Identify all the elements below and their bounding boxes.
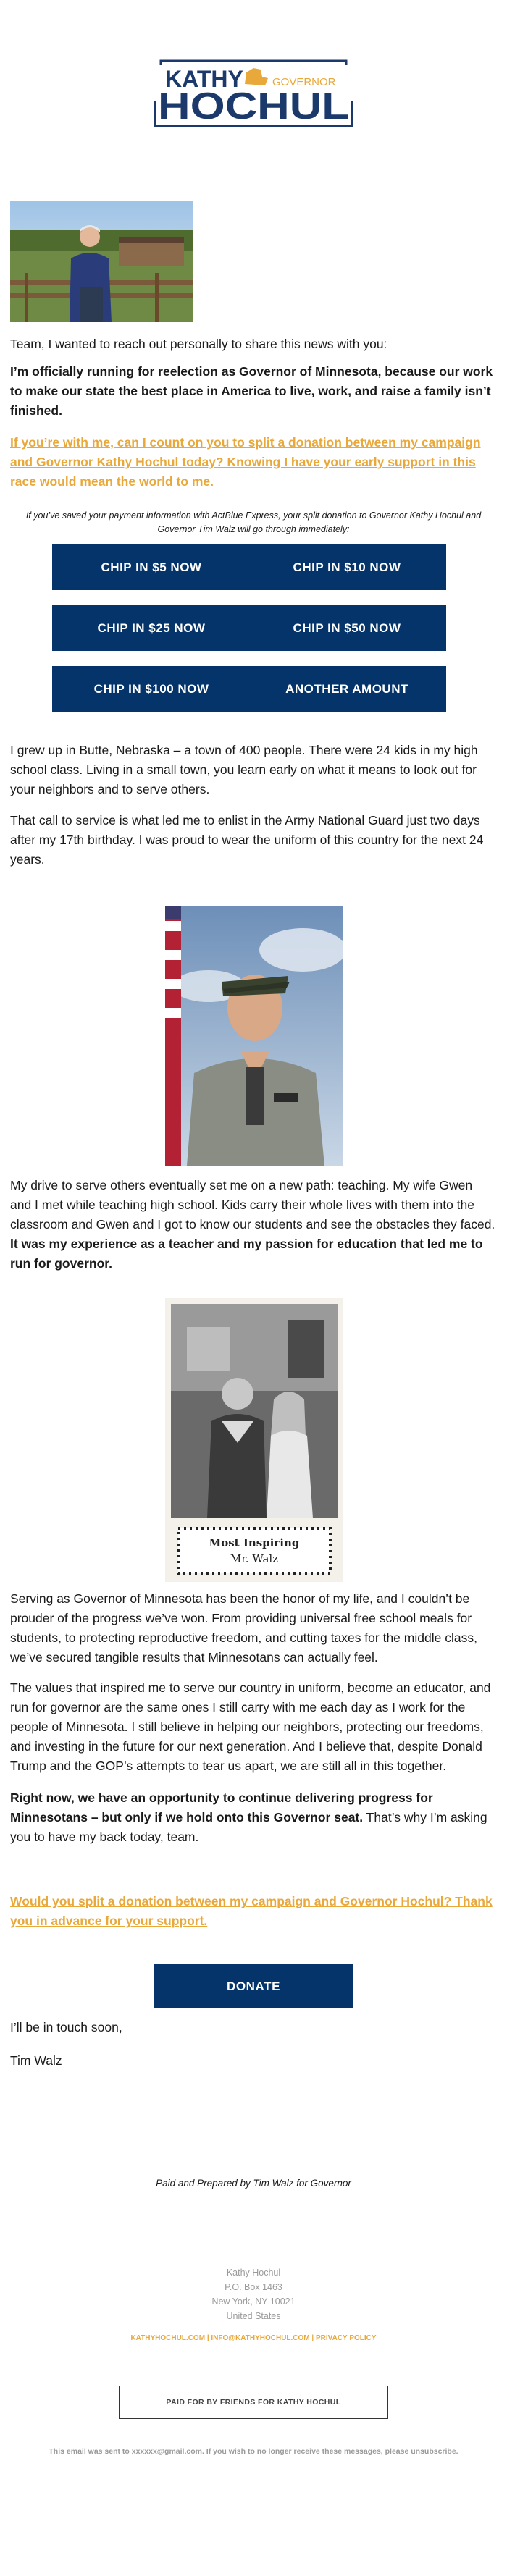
greeting-text: Team, I wanted to reach out personally to share this news with you: xyxy=(10,337,387,351)
closing-text: I’ll be in touch soon, xyxy=(10,2020,122,2034)
link-separator: | xyxy=(206,2334,209,2342)
now-text: That’s why I’m asking you to have my back today, team. xyxy=(10,1810,487,1844)
yearbook-photo xyxy=(165,1298,343,1582)
signature-text: Tim Walz xyxy=(10,2053,62,2068)
values-paragraph: The values that inspired me to serve our country in uniform, become an educator, and run for governor are the same ones I still carry with me each day as I work for the people of Minnesota. I still believe in helping our neighbors, protecting our freedoms, and investing in the future for our next generation. And I believe that, despite Donald Trump and the GOP’s attempts to tear us apart, we are still all in this together. xyxy=(10,1680,491,1773)
soldier-portrait-photo xyxy=(165,906,343,1166)
footer-addr-box: P.O. Box 1463 xyxy=(225,2282,282,2292)
split-donation-link[interactable]: If you’re with me, can I count on you to split a donation between my campaign and Governor Kathy Hochul today? Knowing I have your early support in this race would mean the world to me. xyxy=(10,435,481,489)
yearbook-caption-bottom: Mr. Walz xyxy=(230,1552,279,1565)
chip-in-50-button[interactable]: CHIP IN $50 NOW xyxy=(248,605,446,651)
teaching-bold-text: It was my experience as a teacher and my passion for education that led me to run for governor. xyxy=(10,1237,483,1271)
honor-paragraph: Serving as Governor of Minnesota has been the honor of my life, and I couldn’t be prouder of the progress we’ve won. From providing universal free school meals for students, to protecting reproductive freedom, and cutting taxes for the middle class, we’ve secured tangible results that Minnesotans can actually feel. xyxy=(10,1591,477,1664)
paid-for-box: PAID FOR BY FRIENDS FOR KATHY HOCHUL xyxy=(119,2386,388,2419)
butte-paragraph: I grew up in Butte, Nebraska – a town of 400 people. There were 24 kids in my high school class. Living in a small town, you learn early on what it means to look out for your neighbors and to serve others. xyxy=(10,743,478,796)
site-link[interactable]: KATHYHOCHUL.COM xyxy=(130,2334,206,2342)
teaching-paragraph xyxy=(10,1176,497,1274)
chip-in-25-button[interactable]: CHIP IN $25 NOW xyxy=(52,605,251,651)
national-guard-paragraph: That call to service is what led me to enlist in the Army National Guard just two days after my 17th birthday. I was proud to wear the uniform of this country for the next 24 years. xyxy=(10,813,484,867)
logo-last-name: HOCHUL xyxy=(158,85,349,127)
chip-in-5-button[interactable]: CHIP IN $5 NOW xyxy=(52,544,251,590)
ny-state-icon xyxy=(245,68,268,85)
footer-addr-country: United States xyxy=(226,2311,281,2321)
announcement-text: I’m officially running for reelection as Governor of Minnesota, because our work to make our state the best place in America to live, work, and raise a family isn’t finished. xyxy=(10,364,493,418)
logo-first-name: KATHY xyxy=(165,66,243,92)
paid-prepared-text: Paid and Prepared by Tim Walz for Governor xyxy=(156,2178,351,2189)
donate-button[interactable]: DONATE xyxy=(154,1964,353,2008)
footer-addr-city: New York, NY 10021 xyxy=(211,2297,296,2307)
link-separator: | xyxy=(311,2334,314,2342)
walz-outdoor-photo xyxy=(10,201,193,322)
teaching-text: My drive to serve others eventually set me on a new path: teaching. My wife Gwen and I met while teaching high school. Kids carry their whole lives with them into the classroom and Gwen and I got to know our students and see the obstacles they faced. xyxy=(10,1178,495,1232)
footer-addr-name: Kathy Hochul xyxy=(226,2268,281,2278)
footer-links xyxy=(0,2334,507,2342)
logo-office: GOVERNOR xyxy=(272,76,336,88)
privacy-policy-link[interactable]: PRIVACY POLICY xyxy=(316,2334,377,2342)
email-link[interactable]: INFO@KATHYHOCHUL.COM xyxy=(211,2334,310,2342)
yearbook-caption-top: Most Inspiring xyxy=(209,1536,300,1549)
unsubscribe-text[interactable]: This email was sent to xxxxxx@gmail.com. If you wish to no longer receive these messages, please unsubscribe. xyxy=(49,2447,458,2456)
hochul-logo xyxy=(152,58,355,129)
now-paragraph xyxy=(10,1788,497,1847)
now-bold-text: Right now, we have an opportunity to continue delivering progress for Minnesotans – but only if we hold onto this Governor seat. xyxy=(10,1790,433,1824)
chip-in-100-button[interactable]: CHIP IN $100 NOW xyxy=(52,666,251,712)
split-donation-link-2[interactable]: Would you split a donation between my campaign and Governor Hochul? Thank you in advance for your support. xyxy=(10,1894,493,1928)
actblue-note: If you’ve saved your payment information with ActBlue Express, your split donation to Governor Kathy Hochul and Governor Tim Walz will go through immediately: xyxy=(25,510,482,534)
chip-in-10-button[interactable]: CHIP IN $10 NOW xyxy=(248,544,446,590)
another-amount-button[interactable]: ANOTHER AMOUNT xyxy=(248,666,446,712)
